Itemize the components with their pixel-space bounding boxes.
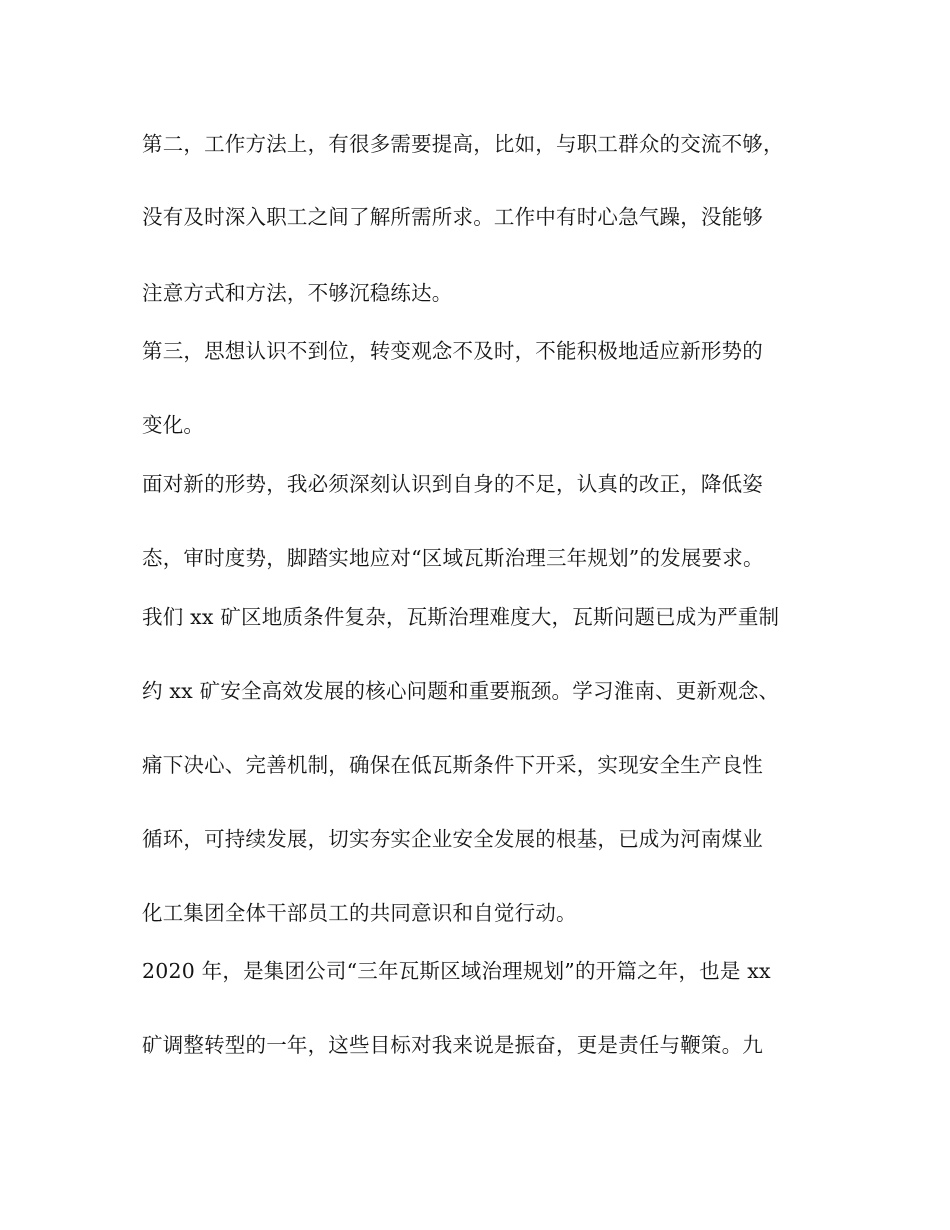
text-line-13: 2020 年，是集团公司“三年瓦斯区域治理规划”的开篇之年，也是 xx bbox=[142, 959, 771, 983]
text-line-3: 注意方式和方法，不够沉稳练达。 bbox=[142, 281, 453, 305]
text-line-9: 约 xx 矿安全高效发展的核心问题和重要瓶颈。学习淮南、更新观念、 bbox=[142, 679, 780, 703]
text-line-14: 矿调整转型的一年，这些目标对我来说是振奋，更是责任与鞭策。九 bbox=[142, 1033, 763, 1057]
text-line-4: 第三，思想认识不到位，转变观念不及时，不能积极地适应新形势的 bbox=[142, 339, 763, 363]
text-line-2: 没有及时深入职工之间了解所需所求。工作中有时心急气躁，没能够 bbox=[142, 205, 763, 229]
text-line-7: 态，审时度势，脚踏实地应对“区域瓦斯治理三年规划”的发展要求。 bbox=[142, 546, 764, 570]
text-line-12: 化工集团全体干部员工的共同意识和自觉行动。 bbox=[142, 901, 577, 925]
text-line-5: 变化。 bbox=[142, 413, 205, 437]
text-line-6: 面对新的形势，我必须深刻认识到自身的不足，认真的改正，降低姿 bbox=[142, 472, 763, 496]
text-line-11: 循环，可持续发展，切实夯实企业安全发展的根基，已成为河南煤业 bbox=[142, 827, 763, 851]
text-line-1: 第二，工作方法上，有很多需要提高，比如，与职工群众的交流不够， bbox=[142, 132, 784, 156]
text-line-8: 我们 xx 矿区地质条件复杂，瓦斯治理难度大，瓦斯问题已成为严重制 bbox=[142, 605, 780, 629]
text-line-10: 痛下决心、完善机制，确保在低瓦斯条件下开采，实现安全生产良性 bbox=[142, 753, 763, 777]
